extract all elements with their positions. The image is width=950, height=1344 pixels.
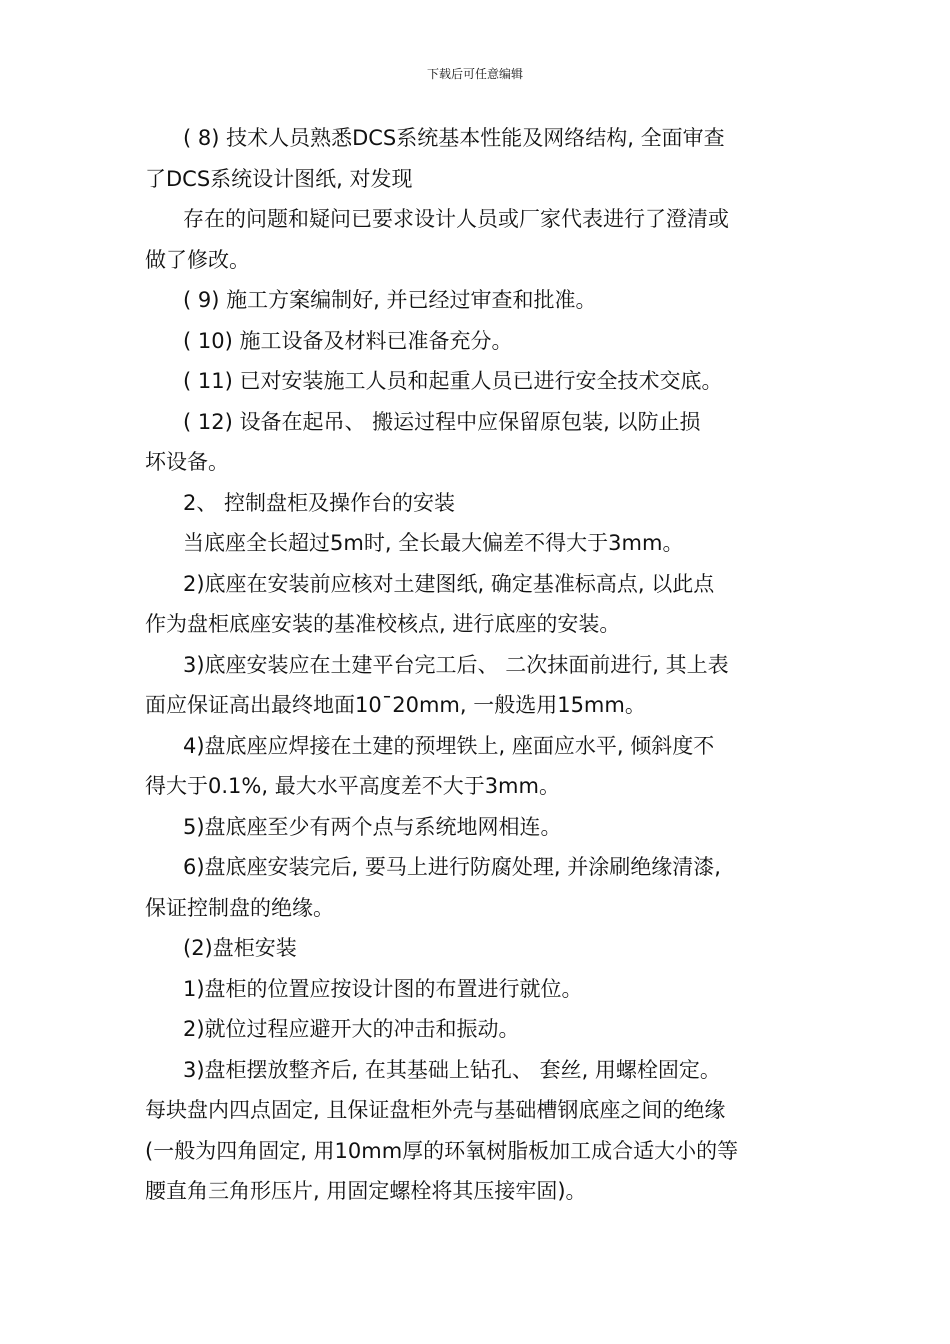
- text-line: 面应保证高出最终地面10¯20mm, 一般选用15mm。: [145, 693, 646, 717]
- text-line: 当底座全长超过5m时, 全长最大偏差不得大于3mm。: [183, 531, 684, 555]
- text-line: ( 8) 技术人员熟悉DCS系统基本性能及网络结构, 全面审查: [183, 126, 725, 150]
- text-line: ( 11) 已对安装施工人员和起重人员已进行安全技术交底。: [183, 369, 723, 393]
- text-line: 得大于0.1%, 最大水平高度差不大于3mm。: [145, 774, 560, 798]
- text-line: 2)底座在安装前应核对土建图纸, 确定基准标高点, 以此点: [183, 571, 715, 596]
- text-line: 5)盘底座至少有两个点与系统地网相连。: [183, 814, 562, 839]
- text-line: 做了修改。: [145, 247, 250, 272]
- page-header: 下载后可任意编辑: [426, 67, 523, 81]
- text-line: (2)盘柜安装: [183, 936, 297, 960]
- text-line: 1)盘柜的位置应按设计图的布置进行就位。: [183, 976, 583, 1001]
- text-line: 2)就位过程应避开大的冲击和振动。: [183, 1017, 520, 1041]
- text-line: 每块盘内四点固定, 且保证盘柜外壳与基础槽钢底座之间的绝缘: [145, 1098, 726, 1122]
- text-line: ( 12) 设备在起吊、 搬运过程中应保留原包装, 以防止损: [183, 409, 701, 434]
- text-line: 2、 控制盘柜及操作台的安装: [183, 490, 456, 515]
- text-line: ( 10) 施工设备及材料已准备充分。: [183, 328, 513, 353]
- text-line: 腰直角三角形压片, 用固定螺栓将其压接牢固)。: [145, 1179, 587, 1203]
- text-line: ( 9) 施工方案编制好, 并已经过审查和批准。: [183, 288, 597, 312]
- text-line: 保证控制盘的绝缘。: [145, 895, 334, 920]
- text-line: 6)盘底座安装完后, 要马上进行防腐处理, 并涂刷绝缘清漆,: [183, 855, 721, 879]
- text-line: 了DCS系统设计图纸, 对发现: [145, 166, 413, 191]
- text-line: 存在的问题和疑问已要求设计人员或厂家代表进行了澄清或: [183, 207, 729, 231]
- text-line: 4)盘底座应焊接在土建的预埋铁上, 座面应水平, 倾斜度不: [183, 733, 715, 758]
- text-line: 坏设备。: [145, 450, 229, 474]
- text-line: 3)底座安装应在土建平台完工后、 二次抹面前进行, 其上表: [183, 652, 729, 677]
- text-line: (一般为四角固定, 用10mm厚的环氧树脂板加工成合适大小的等: [145, 1138, 739, 1163]
- text-line: 作为盘柜底座安装的基准校核点, 进行底座的安装。: [145, 612, 621, 636]
- document-body: [145, 118, 810, 1212]
- text-line: 3)盘柜摆放整齐后, 在其基础上钻孔、 套丝, 用螺栓固定。: [183, 1057, 721, 1082]
